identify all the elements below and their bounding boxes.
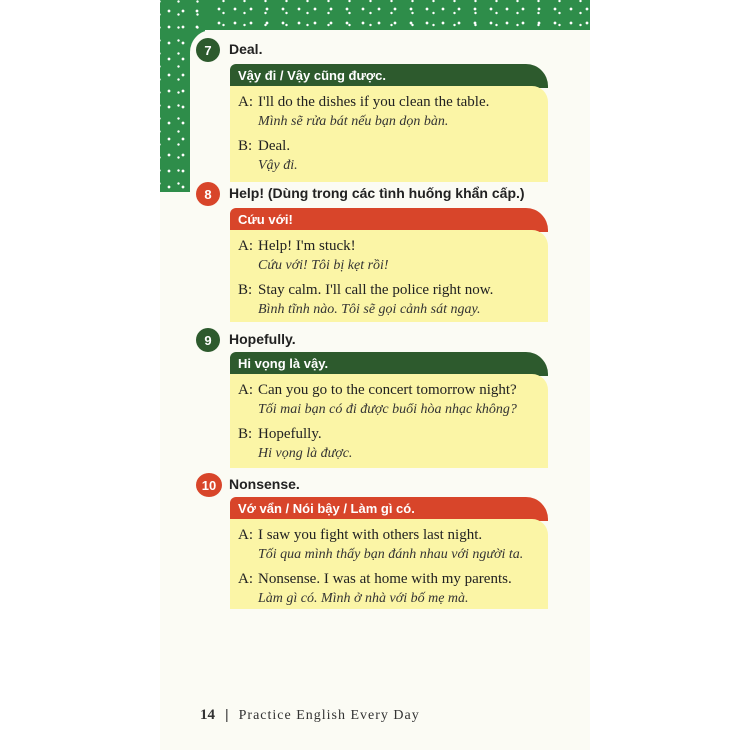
dialogue-box bbox=[230, 230, 548, 322]
entry-phrase: Deal. bbox=[229, 41, 263, 57]
speaker-label: A: bbox=[238, 527, 253, 543]
dialogue-text: Stay calm. I'll call the police right now. bbox=[258, 282, 494, 298]
dialogue-line bbox=[238, 136, 540, 156]
dialogue-translation: Tối qua mình thấy bạn đánh nhau với người ta. bbox=[258, 547, 524, 562]
dialogue-text: Deal. bbox=[258, 138, 291, 154]
entry-number-badge: 7 bbox=[196, 38, 220, 62]
entry-8 bbox=[196, 182, 548, 322]
speaker-label: B: bbox=[238, 138, 253, 154]
dialogue-translation: Tối mai bạn có đi được buổi hòa nhạc không? bbox=[258, 402, 517, 417]
entry-number-badge: 8 bbox=[196, 182, 220, 206]
dialogue-translation: Làm gì có. Mình ở nhà với bố mẹ mà. bbox=[258, 591, 469, 606]
speaker-label: A: bbox=[238, 382, 253, 398]
speaker-label: B: bbox=[238, 426, 253, 442]
entry-phrase: Hopefully. bbox=[229, 331, 296, 347]
dialogue-line bbox=[238, 569, 540, 589]
dialogue-line bbox=[238, 424, 540, 444]
dialogue-line bbox=[238, 236, 540, 256]
speaker-label: A: bbox=[238, 94, 253, 110]
entry-9 bbox=[196, 328, 548, 468]
footer-separator: | bbox=[225, 706, 229, 722]
dialogue-translation: Bình tĩnh nào. Tôi sẽ gọi cảnh sát ngay. bbox=[258, 302, 481, 317]
entry-10 bbox=[196, 473, 548, 609]
page-footer bbox=[200, 706, 420, 724]
dialogue-line bbox=[238, 92, 540, 112]
dialogue-box bbox=[230, 86, 548, 182]
dialogue-text: I saw you fight with others last night. bbox=[258, 527, 483, 543]
speaker-label: A: bbox=[238, 238, 253, 254]
dialogue-line bbox=[238, 280, 540, 300]
entry-phrase: Help! (Dùng trong các tình huống khẩn cấp.) bbox=[229, 185, 525, 201]
entry-7 bbox=[196, 38, 548, 184]
dialogue-box bbox=[230, 519, 548, 609]
dialogue-text: Can you go to the concert tomorrow night? bbox=[258, 382, 517, 398]
book-title: Practice English Every Day bbox=[238, 708, 420, 723]
dialogue-box bbox=[230, 374, 548, 468]
entry-meaning-header: Vậy đi / Vậy cũng được. bbox=[230, 64, 548, 88]
entry-number-badge: 9 bbox=[196, 328, 220, 352]
dialogue-text: I'll do the dishes if you clean the table. bbox=[258, 94, 490, 110]
page-number: 14 bbox=[200, 707, 215, 723]
entry-meaning-header: Vớ vẩn / Nói bậy / Làm gì có. bbox=[230, 497, 548, 521]
dialogue-text: Nonsense. I was at home with my parents. bbox=[258, 571, 512, 587]
dialogue-translation: Hi vọng là được. bbox=[258, 446, 353, 461]
dialogue-text: Hopefully. bbox=[258, 426, 322, 442]
dialogue-translation: Cứu với! Tôi bị kẹt rồi! bbox=[258, 258, 389, 273]
dialogue-line bbox=[238, 380, 540, 400]
speaker-label: A: bbox=[238, 571, 253, 587]
decorative-corner-top bbox=[160, 0, 590, 30]
entry-number-badge: 10 bbox=[196, 473, 222, 497]
entry-meaning-header: Cứu với! bbox=[230, 208, 548, 232]
speaker-label: B: bbox=[238, 282, 253, 298]
dialogue-text: Help! I'm stuck! bbox=[258, 238, 356, 254]
dialogue-translation: Vậy đi. bbox=[258, 158, 298, 173]
dialogue-line bbox=[238, 525, 540, 545]
dialogue-translation: Mình sẽ rửa bát nếu bạn dọn bàn. bbox=[258, 114, 449, 129]
entry-phrase: Nonsense. bbox=[229, 476, 300, 492]
entry-meaning-header: Hi vọng là vậy. bbox=[230, 352, 548, 376]
